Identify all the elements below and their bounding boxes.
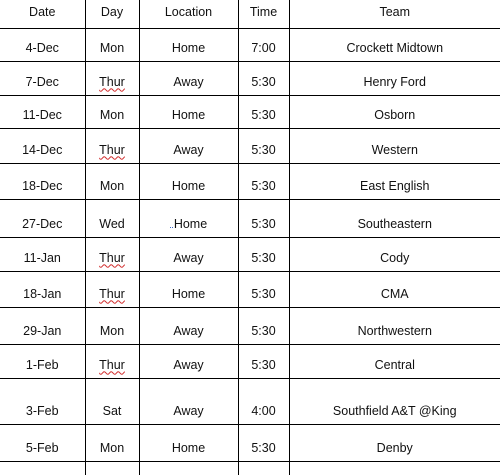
cell-team: Northwestern [289, 307, 500, 344]
cell-location: Away [139, 307, 238, 344]
header-day: Day [85, 0, 139, 28]
cell-day: Mon [85, 424, 139, 461]
table-row [0, 378, 500, 424]
cell-location: Away [139, 61, 238, 95]
cell-team: Crockett Midtown [289, 28, 500, 61]
cell-team: Southfield A&T @King [289, 378, 500, 424]
spellcheck-word: Thur [99, 142, 125, 157]
cell-day [85, 344, 139, 378]
table-row [0, 237, 500, 271]
header-time: Time [238, 0, 289, 28]
table-row [0, 271, 500, 307]
cell-day: Mon [85, 28, 139, 61]
cell-date: 3-Feb [0, 378, 85, 424]
cell-date: 18-Dec [0, 163, 85, 199]
cell-time: 5:30 [238, 163, 289, 199]
cell-day: Sat [85, 378, 139, 424]
cell-location [139, 199, 238, 237]
cell-date: 14-Dec [0, 128, 85, 163]
spellcheck-word: Thur [99, 250, 125, 265]
cell-team: Southeastern [289, 199, 500, 237]
spellcheck-word: Thur [99, 74, 125, 89]
header-row [0, 0, 500, 28]
spellcheck-word: Thur [99, 286, 125, 301]
cell-day [85, 271, 139, 307]
cell-team: East English [289, 163, 500, 199]
cell-team: Henry Ford [289, 61, 500, 95]
cell-team: CMA [289, 271, 500, 307]
cell-team: Central [289, 344, 500, 378]
cell-time: 5:30 [238, 199, 289, 237]
cell-date: 18-Jan [0, 271, 85, 307]
cell-location: Home [139, 271, 238, 307]
cell-location: Away [139, 378, 238, 424]
cell-location: Home [139, 424, 238, 461]
cell-time: 5:30 [238, 95, 289, 128]
cell-date: 11-Dec [0, 95, 85, 128]
cell-location: Away [139, 344, 238, 378]
cell-date: 1-Feb [0, 344, 85, 378]
cell-date: 4-Dec [0, 28, 85, 61]
cell-time: 5:30 [238, 237, 289, 271]
cell-day: Mon [85, 307, 139, 344]
table-row [0, 163, 500, 199]
table-row [0, 344, 500, 378]
cell-location: Home [139, 163, 238, 199]
cell-location: Home [139, 28, 238, 61]
stray-mark [170, 227, 173, 228]
cell-date: 11-Jan [0, 237, 85, 271]
cell-location-text: Home [173, 216, 208, 231]
cell-time: 4:00 [238, 378, 289, 424]
cell-day [85, 237, 139, 271]
cell-date: 29-Jan [0, 307, 85, 344]
table-row [0, 424, 500, 461]
cell-date: 5-Feb [0, 424, 85, 461]
cell-time: 5:30 [238, 128, 289, 163]
table-row [0, 199, 500, 237]
cell-day [85, 128, 139, 163]
header-date: Date [0, 0, 85, 28]
cell-team: Cody [289, 237, 500, 271]
cell-day: Mon [85, 95, 139, 128]
cell-team: Osborn [289, 95, 500, 128]
header-location: Location [139, 0, 238, 28]
table-row [0, 28, 500, 61]
cell-day: Wed [85, 199, 139, 237]
cell-location: Away [139, 237, 238, 271]
cell-location: Home [139, 95, 238, 128]
cell-team: Denby [289, 424, 500, 461]
table-row [0, 128, 500, 163]
cell-date: 7-Dec [0, 61, 85, 95]
cell-time: 5:30 [238, 61, 289, 95]
spellcheck-word: Thur [99, 357, 125, 372]
cell-time: 5:30 [238, 344, 289, 378]
cell-team: Western [289, 128, 500, 163]
cell-time: 5:30 [238, 424, 289, 461]
cell-time: 5:30 [238, 271, 289, 307]
table-row [0, 95, 500, 128]
table-row [0, 61, 500, 95]
cell-time: 7:00 [238, 28, 289, 61]
cell-day [85, 61, 139, 95]
header-team: Team [289, 0, 500, 28]
cell-time: 5:30 [238, 307, 289, 344]
cell-location: Away [139, 128, 238, 163]
table-row [0, 307, 500, 344]
cell-date: 27-Dec [0, 199, 85, 237]
cell-day: Mon [85, 163, 139, 199]
